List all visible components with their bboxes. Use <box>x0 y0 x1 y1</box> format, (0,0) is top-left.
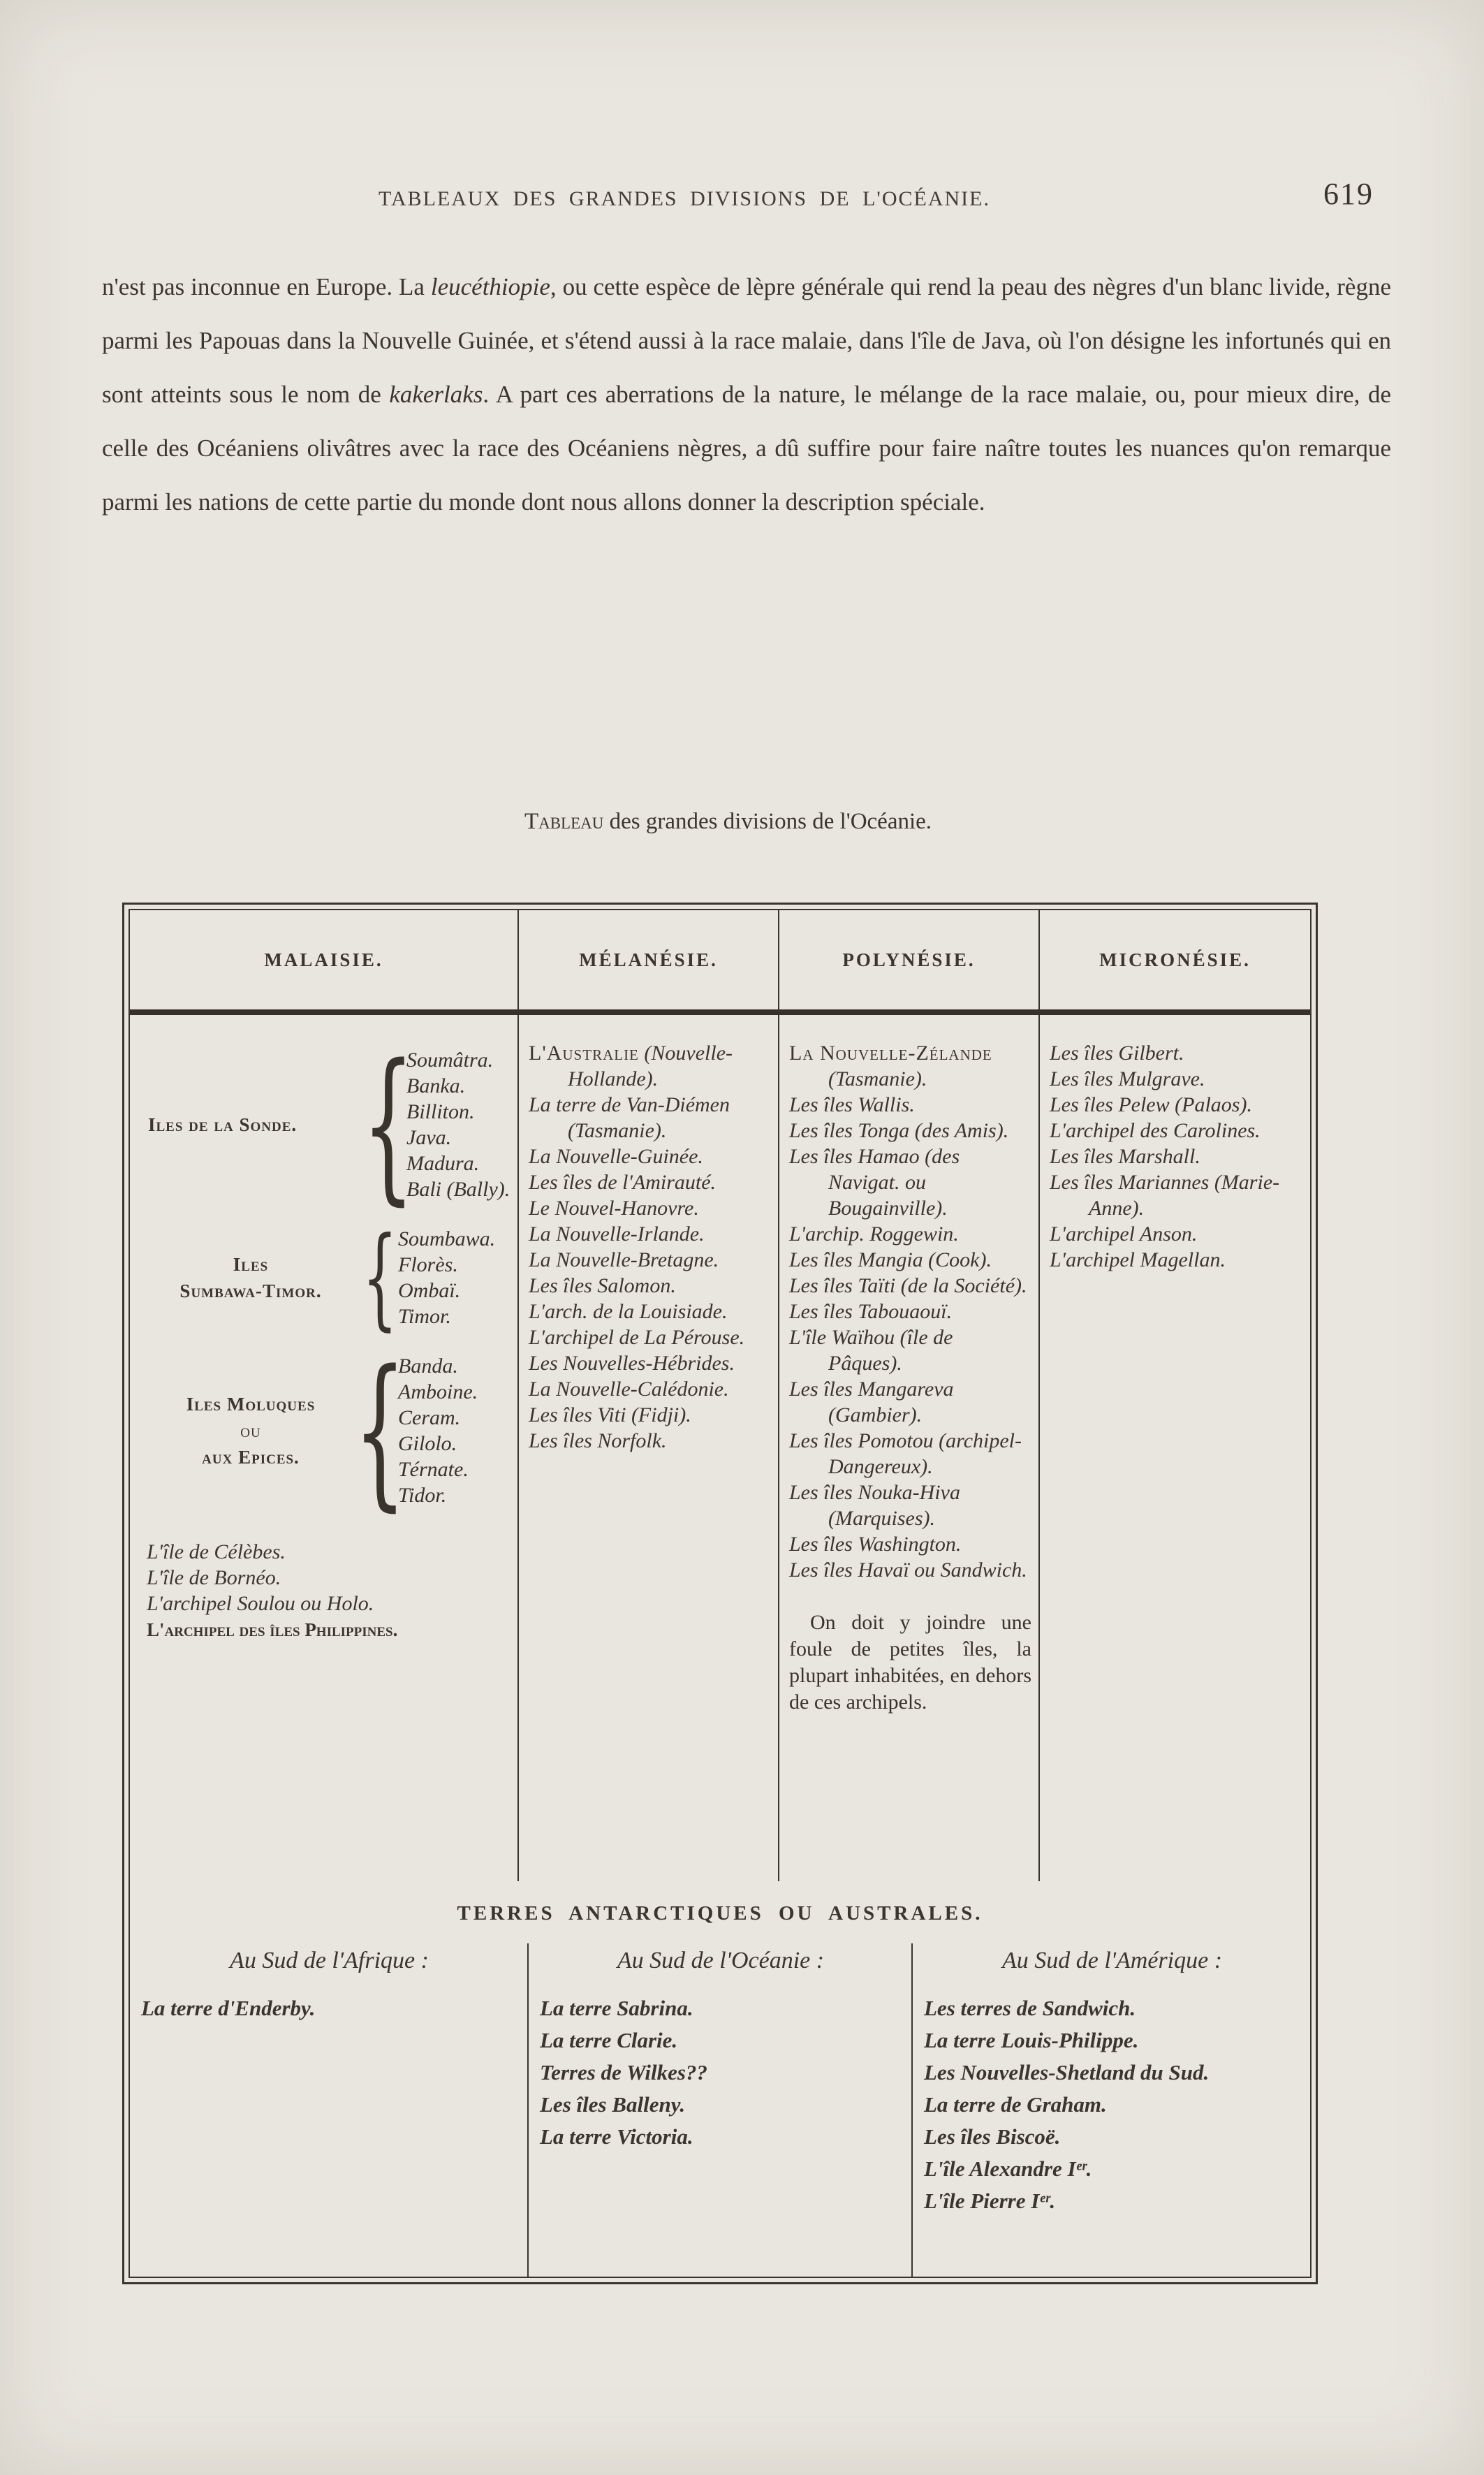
island-name: Les îles Washington. <box>789 1533 962 1556</box>
island-name: Les îles Mangia (Cook). <box>789 1248 992 1271</box>
island-name: Banka. <box>406 1074 466 1097</box>
island-name: L'île de Bornéo. <box>147 1566 281 1589</box>
column-header-micronesie: MICRONÉSIE. <box>1040 910 1310 1015</box>
land-name: Les terres de Sandwich. <box>924 1996 1136 2020</box>
group-items <box>398 1226 495 1329</box>
island-name: La Nouvelle-Calédonie. <box>529 1378 729 1401</box>
group-label: Iles de la Sonde. <box>148 1114 297 1135</box>
brace-icon: { <box>362 1029 415 1220</box>
island-name: La Nouvelle-Irlande. <box>529 1222 705 1246</box>
caption-lead: Tableau <box>524 809 604 834</box>
island-name: L'archipel de La Pérouse. <box>529 1326 745 1349</box>
island-name: Les îles Nouka-Hiva (Marquises). <box>789 1481 960 1530</box>
land-name: Les îles Biscoë. <box>924 2124 1061 2149</box>
group-iles-de-la-sonde <box>140 1029 510 1220</box>
table-body <box>130 1015 1310 1881</box>
island-name: L'archip. Roggewin. <box>789 1222 959 1246</box>
island-name: Les îles Wallis. <box>789 1093 915 1116</box>
table-caption <box>0 809 1456 835</box>
island-name: L'archipel des îles Philippines. <box>147 1619 398 1640</box>
land-name: Les îles Balleny. <box>540 2092 686 2117</box>
island-name: La Nouvelle-Guinée. <box>529 1145 703 1168</box>
island-name: Billiton. <box>406 1100 475 1123</box>
island-name: L'archipel des Carolines. <box>1050 1119 1261 1142</box>
land-name: La terre Louis-Philippe. <box>924 2028 1139 2052</box>
paragraph-italic-term: kakerlaks <box>389 381 483 408</box>
group-label: Iles Sumbawa-Timor. <box>179 1254 322 1301</box>
paragraph-italic-term: leucéthiopie <box>430 273 550 300</box>
malaisie-footer <box>140 1539 510 1643</box>
island-name: Amboine. <box>398 1380 478 1403</box>
island-name: Soumbawa. <box>398 1227 496 1250</box>
island-name: Banda. <box>398 1355 458 1378</box>
island-name: Les îles de l'Amirauté. <box>529 1171 717 1194</box>
column-polynesie <box>779 1015 1040 1881</box>
land-name: L'île Alexandre Iᵉʳ. <box>924 2156 1092 2181</box>
island-name: Les îles Norfolk. <box>529 1429 667 1452</box>
brace-icon: { <box>362 1213 398 1342</box>
island-name: La terre de Van-Diémen (Tasmanie). <box>529 1093 730 1142</box>
island-name: Les îles Marshall. <box>1050 1145 1200 1168</box>
group-label: Iles Moluques ou aux Epices. <box>186 1394 316 1468</box>
island-name: Ombaï. <box>398 1279 461 1302</box>
island-name: Timor. <box>398 1305 451 1328</box>
island-name: Térnate. <box>398 1458 469 1481</box>
land-name: Terres de Wilkes?? <box>540 2060 707 2085</box>
island-name: Le Nouvel-Hanovre. <box>529 1197 699 1220</box>
column-header-melanesie: MÉLANÉSIE. <box>519 910 779 1015</box>
group-items <box>406 1047 510 1202</box>
island-name: L'île de Célèbes. <box>147 1540 286 1563</box>
table-header-row <box>130 910 1310 1015</box>
island-name: Florès. <box>398 1253 458 1276</box>
caption-rest: des grandes divisions de l'Océanie. <box>603 809 932 834</box>
column-header-malaisie: MALAISIE. <box>130 910 519 1015</box>
island-name: Les îles Havaï ou Sandwich. <box>789 1558 1027 1582</box>
antarctic-column-header: Au Sud de l'Océanie : <box>617 1948 825 1973</box>
island-name: L'archipel Magellan. <box>1050 1248 1226 1271</box>
island-name <box>789 1040 1031 1092</box>
page-number: 619 <box>1323 177 1374 211</box>
column-header-polynesie: POLYNÉSIE. <box>779 910 1040 1015</box>
paragraph-segment: n'est pas inconnue en Europe. La <box>102 273 431 300</box>
group-items <box>398 1353 478 1508</box>
column-malaisie <box>130 1015 519 1881</box>
antarctic-column-oceanie <box>529 1943 913 2277</box>
island-name: Bali (Bally). <box>406 1178 510 1201</box>
island-name: Les îles Viti (Fidji). <box>529 1403 691 1426</box>
island-name: L'archipel Anson. <box>1050 1222 1198 1246</box>
antarctic-column-afrique <box>130 1943 529 2277</box>
island-name: Madura. <box>406 1152 480 1175</box>
divisions-table <box>122 903 1318 2284</box>
island-name: Les îles Pomotou (archipel-Dangereux). <box>789 1429 1022 1478</box>
island-name: L'île Waïhou (île de Pâques). <box>789 1326 953 1375</box>
island-name: L'arch. de la Louisiade. <box>529 1300 728 1323</box>
column-micronesie <box>1040 1015 1310 1881</box>
island-name: Les îles Hamao (des Navigat. ou Bougainville). <box>789 1145 960 1220</box>
land-name: La terre Clarie. <box>540 2028 678 2052</box>
intro-paragraph <box>102 260 1391 529</box>
polynesie-note: On doit y joindre une foule de petites îles, la plupart inhabitées, en dehors de ces archipels. <box>789 1611 1031 1714</box>
island-name: Les îles Taïti (de la Société). <box>789 1274 1027 1297</box>
group-iles-moluques <box>140 1335 510 1526</box>
antarctic-column-amerique <box>913 1943 1310 2277</box>
entry-lead: La Nouvelle-Zélande <box>789 1042 992 1065</box>
paragraph-segment: . A part ces aberrations de la nature, le mélange de la race malaie, ou, pour mieux dire, de celle des Océaniens olivâtres avec la race des Océaniens nègres, a dû suffire pour faire naître toutes les nuances qu'on remarque parmi les nations de cette partie du monde dont nous allons donner la description spéciale. <box>102 381 1391 516</box>
island-name: Ceram. <box>398 1406 461 1429</box>
island-name: Tidor. <box>398 1484 447 1507</box>
paragraph-segment: , ou cette espèce de lèpre générale qui rend la peau des nègres d'un blanc livide, règne parmi les Papouas dans la Nouvelle Guinée, et s'étend aussi à la race malaie, dans l'île de Java, où l'on désigne les infortunés qui en sont atteints sous le nom de <box>102 273 1392 408</box>
land-name: La terre d'Enderby. <box>141 1996 316 2020</box>
antarctic-heading: TERRES ANTARCTIQUES OU AUSTRALES. <box>457 1902 983 1925</box>
group-iles-sumbawa-timor <box>140 1213 510 1342</box>
antarctic-column-header: Au Sud de l'Amérique : <box>1001 1948 1223 1973</box>
island-name: Gilolo. <box>398 1432 457 1455</box>
island-name: Les îles Gilbert. <box>1050 1042 1184 1065</box>
island-name: Les îles Tonga (des Amis). <box>789 1119 1009 1142</box>
island-name: Les îles Mangareva (Gambier). <box>789 1378 954 1426</box>
brace-icon: { <box>353 1335 406 1526</box>
island-name: Les îles Pelew (Palaos). <box>1050 1093 1252 1116</box>
island-name: Les îles Tabouaouï. <box>789 1300 953 1323</box>
land-name: L'île Pierre Iᵉʳ. <box>924 2189 1056 2213</box>
entry-lead: L'Australie <box>529 1042 639 1065</box>
island-name: Soumâtra. <box>406 1049 494 1072</box>
running-title: TABLEAUX DES GRANDES DIVISIONS DE L'OCÉANIE. <box>379 187 990 210</box>
table-inner-frame <box>128 909 1312 2278</box>
land-name: La terre Victoria. <box>540 2124 693 2149</box>
island-name: Les îles Mulgrave. <box>1050 1067 1205 1090</box>
island-name: Les Nouvelles-Hébrides. <box>529 1352 735 1375</box>
antarctic-columns <box>130 1943 1310 2277</box>
land-name: La terre de Graham. <box>924 2092 1107 2117</box>
entry-rest: (Tasmanie). <box>828 1067 927 1090</box>
antarctic-section <box>130 1881 1310 2277</box>
entry-rest: (Nouvelle-Hollande). <box>568 1042 733 1090</box>
island-name: Les îles Mariannes (Marie-Anne). <box>1050 1171 1280 1220</box>
land-name: La terre Sabrina. <box>540 1996 693 2020</box>
island-name: Java. <box>406 1126 452 1149</box>
island-name: La Nouvelle-Bretagne. <box>529 1248 719 1271</box>
antarctic-column-header: Au Sud de l'Afrique : <box>230 1948 429 1973</box>
land-name: Les Nouvelles-Shetland du Sud. <box>924 2060 1210 2085</box>
column-melanesie <box>519 1015 779 1881</box>
island-name: Les îles Salomon. <box>529 1274 676 1297</box>
island-name: L'archipel Soulou ou Holo. <box>147 1592 374 1615</box>
island-name <box>529 1040 771 1092</box>
